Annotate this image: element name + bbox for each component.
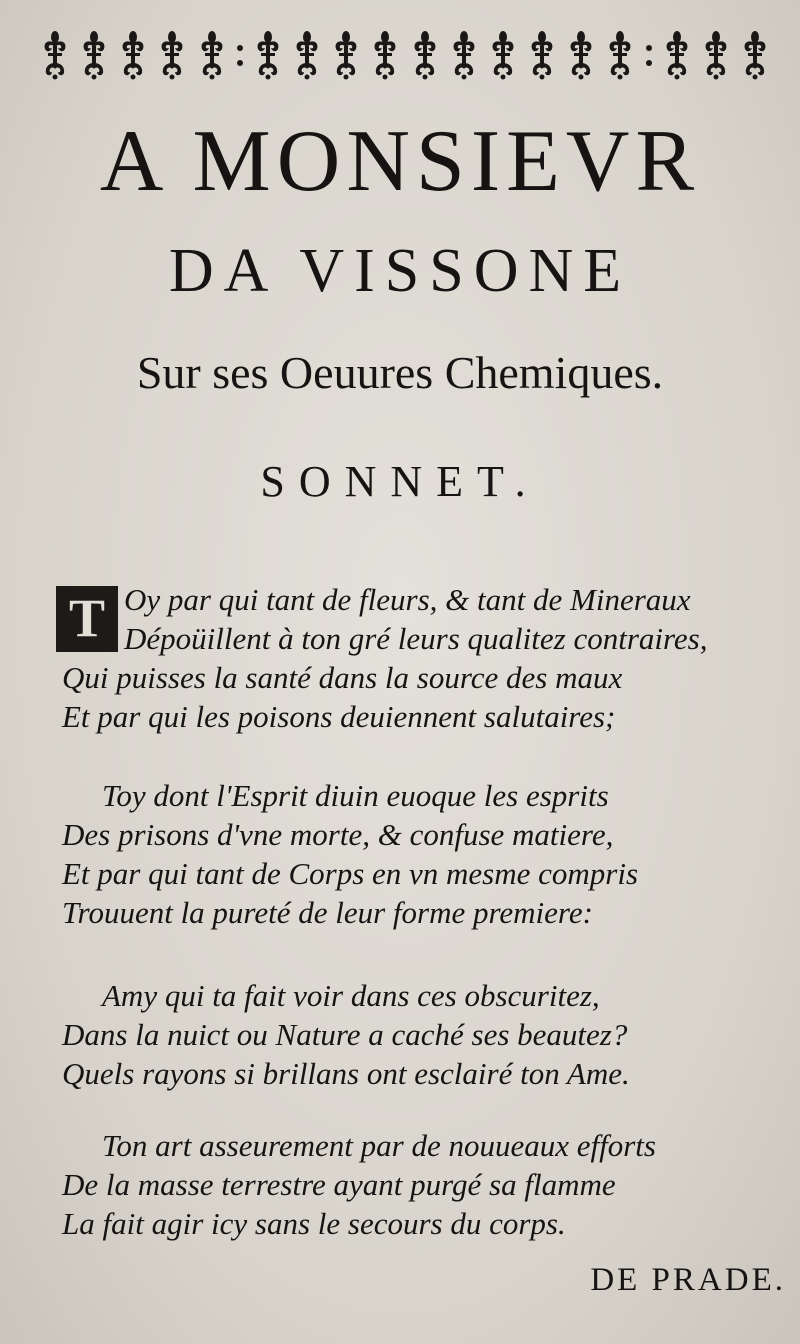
- fleuron-icon: [118, 29, 148, 81]
- poem-line: La fait agir icy sans le secours du corps.: [62, 1206, 566, 1241]
- poem-line: Ton art asseurement par de nouueaux efforts: [102, 1128, 656, 1163]
- poem-line: Toy dont l'Esprit diuin euoque les esprits: [102, 778, 609, 813]
- fleuron-icon: [662, 29, 692, 81]
- fleuron-icon: [605, 29, 635, 81]
- fleuron-icon: [740, 29, 770, 81]
- fleuron-icon: [449, 29, 479, 81]
- ornament-border: [40, 24, 770, 86]
- fleuron-icon: [157, 29, 187, 81]
- poem-line: Et par qui les poisons deuiennent salutaires;: [62, 699, 616, 734]
- colon-separator-icon: [236, 40, 244, 70]
- fleuron-icon: [331, 29, 361, 81]
- stanza-4: [0, 1126, 656, 1243]
- fleuron-icon: [79, 29, 109, 81]
- poem-form-heading: SONNET.: [260, 457, 540, 506]
- subtitle: Sur ses Oeuures Chemiques.: [136, 347, 664, 398]
- fleuron-icon: [370, 29, 400, 81]
- poem-line: Qui puisses la santé dans la source des maux: [62, 660, 623, 695]
- fleuron-icon: [253, 29, 283, 81]
- poem-line: Des prisons d'vne morte, & confuse matiere,: [62, 817, 614, 852]
- author-signature: DE PRADE.: [590, 1262, 786, 1298]
- poem-line: Dépoüillent à ton gré leurs qualitez contraires,: [124, 621, 708, 656]
- fleuron-icon: [566, 29, 596, 81]
- fleuron-icon: [197, 29, 227, 81]
- fleuron-icon: [292, 29, 322, 81]
- poem-line: Quels rayons si brillans ont esclairé ton Ame.: [62, 1056, 630, 1091]
- title-line-1: A MONSIEVR: [99, 113, 701, 210]
- fleuron-icon: [701, 29, 731, 81]
- fleuron-icon: [488, 29, 518, 81]
- stanza-3: [0, 976, 630, 1093]
- poem-line: Et par qui tant de Corps en vn mesme compris: [62, 856, 639, 891]
- poem-line: Amy qui ta fait voir dans ces obscuritez,: [102, 978, 600, 1013]
- poem-line: Dans la nuict ou Nature a caché ses beautez?: [62, 1017, 628, 1052]
- poem-line: Oy par qui tant de fleurs, & tant de Mineraux: [124, 582, 691, 617]
- fleuron-icon: [40, 29, 70, 81]
- stanza-2: [0, 776, 638, 932]
- title-line-2: DA VISSONE: [168, 237, 632, 305]
- poem-line: Trouuent la pureté de leur forme premiere:: [62, 895, 593, 930]
- colon-separator-icon: [645, 40, 653, 70]
- drop-cap-initial: T: [56, 586, 118, 652]
- poem-line: De la masse terrestre ayant purgé sa flamme: [62, 1167, 616, 1202]
- fleuron-icon: [527, 29, 557, 81]
- fleuron-icon: [410, 29, 440, 81]
- stanza-1: [0, 580, 708, 736]
